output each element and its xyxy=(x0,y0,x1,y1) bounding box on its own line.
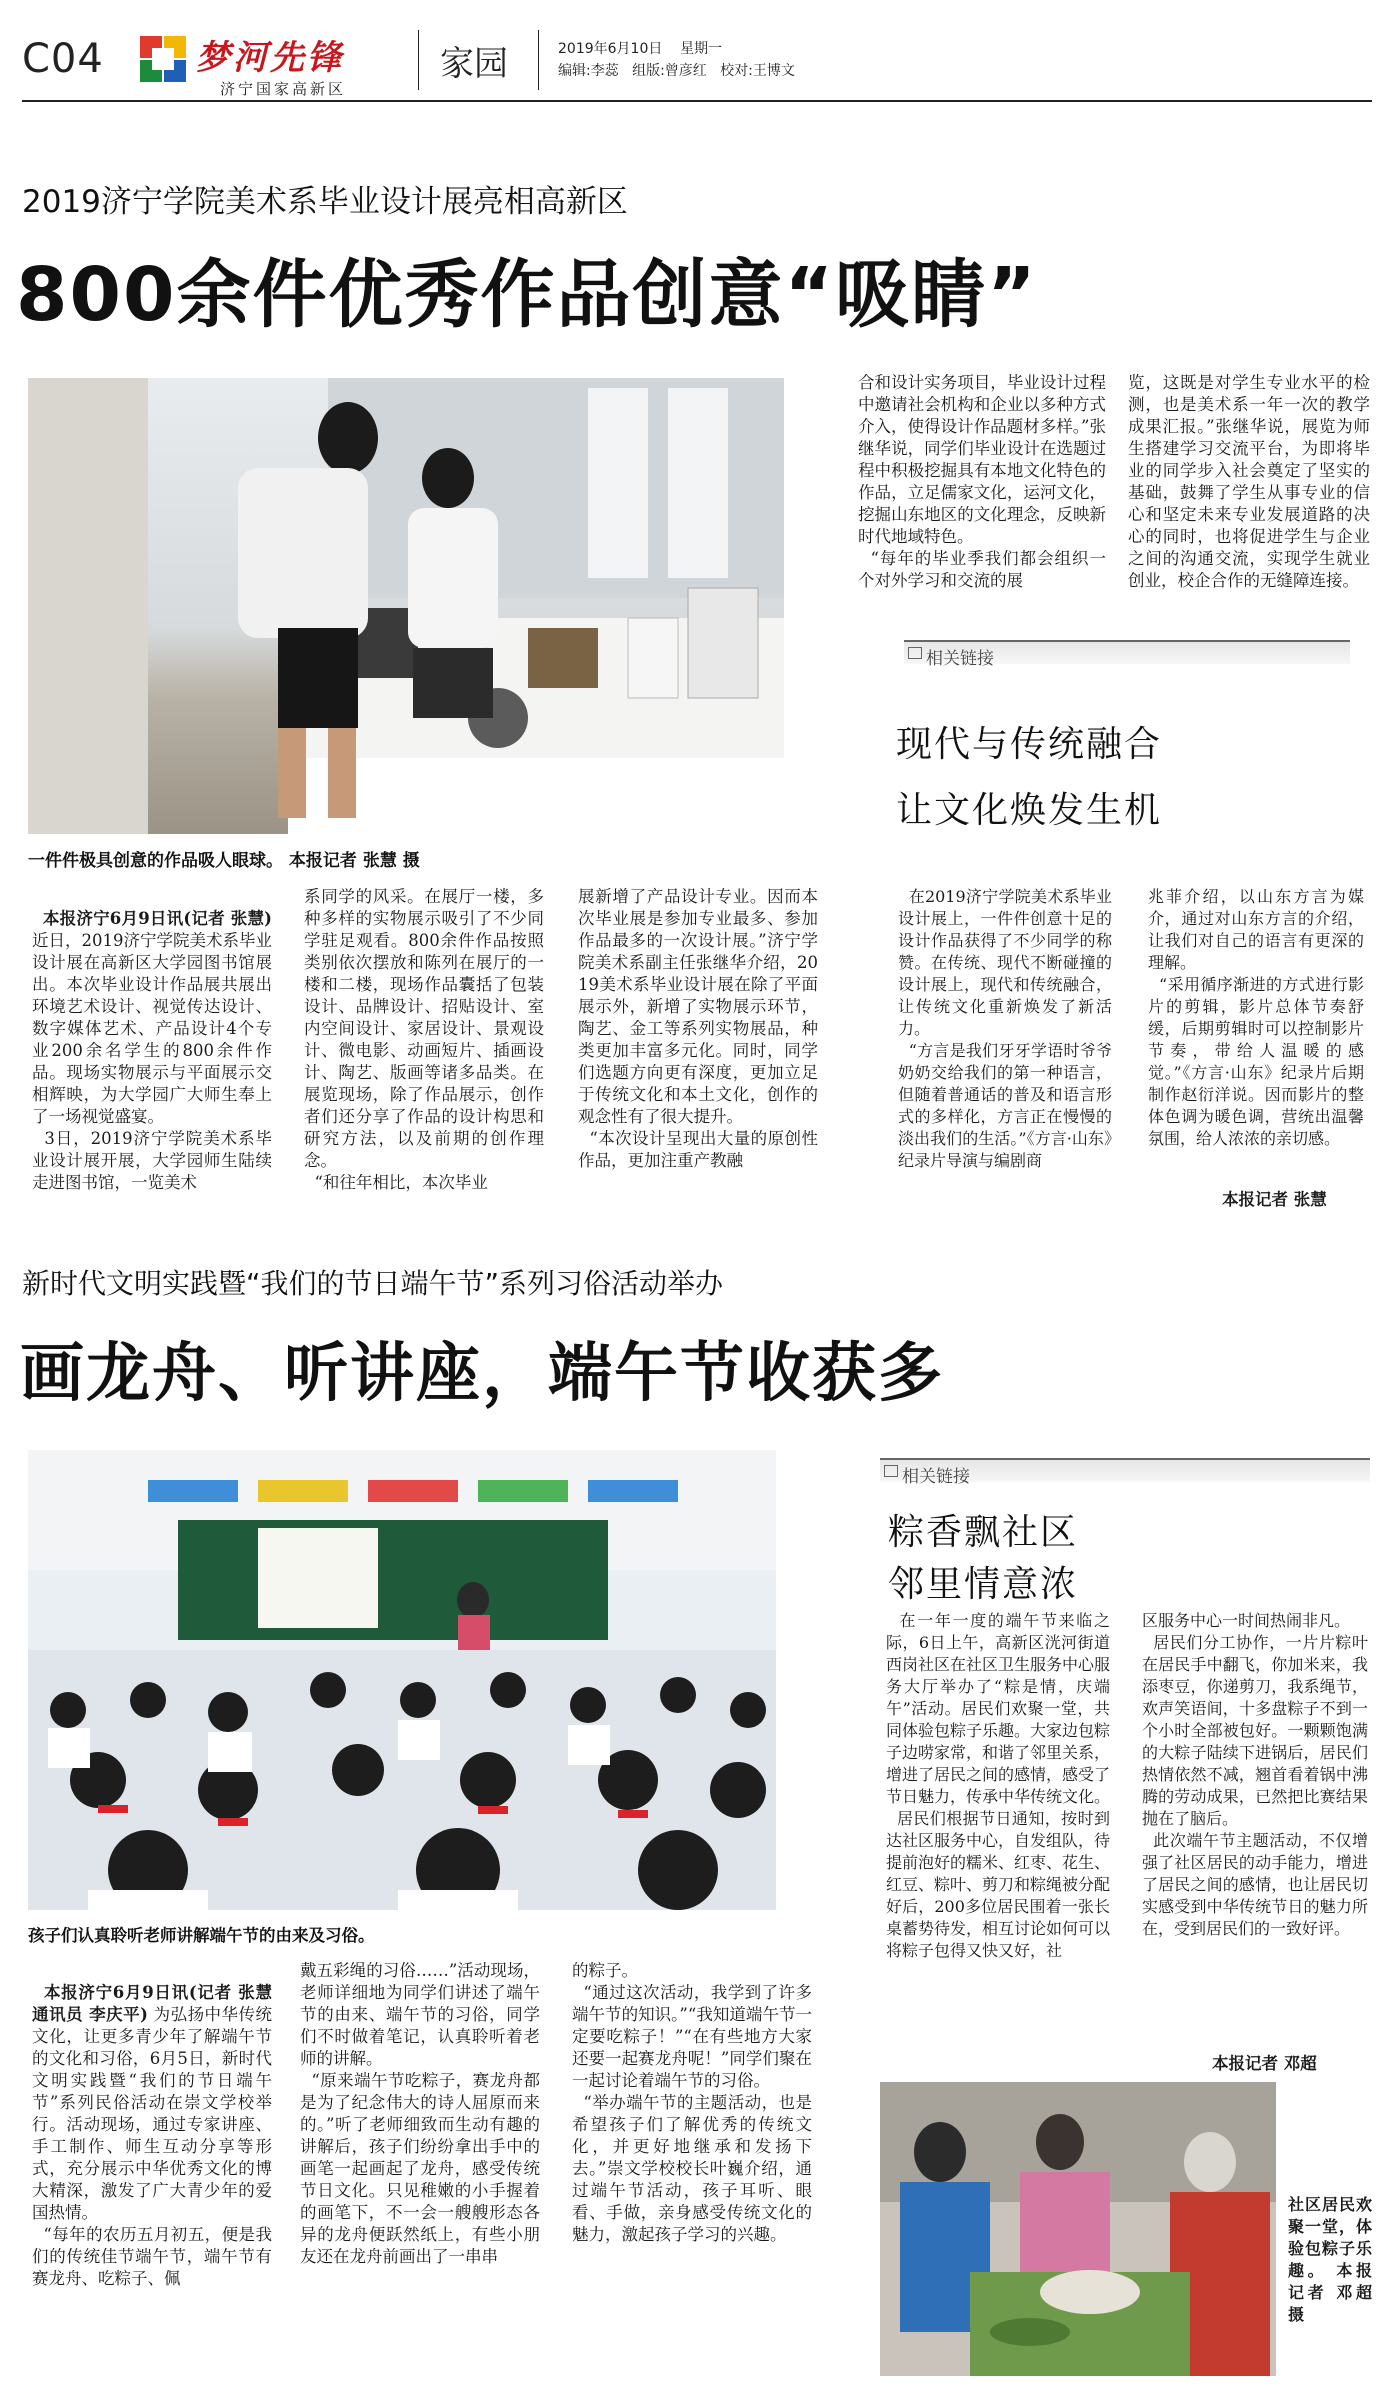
proofreader: 校对:王博文 xyxy=(720,63,795,79)
sidebar2-byline: 本报记者 邓超 xyxy=(1212,2054,1317,2073)
sidebar1-title-1: 现代与传统融合 xyxy=(896,724,1163,765)
article1-col1 xyxy=(32,886,272,1194)
logo-mark-icon xyxy=(138,34,188,84)
sidebar2-col2: 区服务中心一时间热闹非凡。 居民们分工协作，一片片粽叶在居民手中翻飞，你加米来，我添枣豆，你递剪刀，我系绳节，欢声笑语间，十多盘粽子不到一个小时全部被包好。一颗颗饱满的大粽子陆续下进锅后，居民们热情依然不减，翘首看着锅中沸腾的劳动成果，已然把比赛结果抛在了脑后。 此次端午节主题活动，不仅增强了社区居民的动手能力，增进了居民之间的感情，也让居民切实感受到中华传统节日的魅力所在，受到居民们的一致好评。 xyxy=(1142,1611,1368,1938)
section-name: 家园 xyxy=(440,44,508,84)
issue-weekday: 星期一 xyxy=(680,41,723,57)
sidebar2-photo xyxy=(880,2082,1276,2376)
editor: 编辑:李蕊 xyxy=(558,63,619,79)
article1-photo xyxy=(28,378,784,834)
article1-top-col1: 合和设计实务项目，毕业设计过程中邀请社会机构和企业以多种方式介入，使得设计作品题材多样。”张继华说，同学们毕业设计在选题过程中积极挖掘具有本地文化特色的作品，立足儒家文化，运河文化，挖掘山东地区的文化理念，反映新时代地域特色。 “每年的毕业季我们都会组织一个对外学习和交流的展 xyxy=(858,373,1106,590)
article2-col2: 戴五彩绳的习俗……”活动现场，老师详细地为同学们讲述了端午节的由来、端午节的习俗，同学们不时做着笔记，认真聆听着老师的讲解。 “原来端午节吃粽子，赛龙舟都是为了纪念伟大的诗人屈原而来的。”听了老师细致而生动有趣的讲解后，孩子们纷纷拿出手中的画笔一起画起了龙舟，感受传统节日文化。只见稚嫩的小手握着的画笔下，不一会一艘艘形态各异的龙舟便跃然纸上，有些小朋友还在龙舟前画出了一串串 xyxy=(300,1961,540,2266)
logo-subtitle: 济宁国家高新区 xyxy=(220,80,347,98)
article1-col2: 系同学的风采。在展厅一楼，多种多样的实物展示吸引了不少同学驻足观看。800余件作品按照类别依次摆放和陈列在展厅的一楼和二楼，现场作品囊括了包装设计、品牌设计、招贴设计、室内空间设计、家居设计、景观设计、微电影、动画短片、插画设计、陶艺、版画等诸多品类。在展览现场，除了作品展示，创作者们还分享了作品的设计构思和研究方法，以及前期的创作理念。 “和往年相比，本次毕业 xyxy=(304,887,544,1192)
exhibition-scene-icon xyxy=(28,378,784,834)
issue-date-line xyxy=(558,38,722,58)
sidebar1-col2: 兆菲介绍，以山东方言为媒介，通过对山东方言的介绍，让我们对自己的语言有更深的理解。 “采用循序渐进的方式进行影片的剪辑，影片总体节奏舒缓，后期剪辑时可以控制影片节奏，带给人温暖的感觉。”《方言·山东》纪录片后期制作赵衍洋说。因而影片的整体色调为暖色调，营统出温馨氛围，给人浓浓的亲切感。 xyxy=(1148,887,1364,1148)
zongzi-making-scene-icon xyxy=(880,2082,1276,2376)
article1-photo-caption: 一件件极具创意的作品吸人眼球。 本报记者 张慧 摄 xyxy=(28,851,420,871)
article2-headline: 画龙舟、听讲座，端午节收获多 xyxy=(20,1337,944,1411)
header-bottom-rule xyxy=(22,100,1372,102)
sidebar2-photo-caption: 社区居民欢聚一堂，体验包粽子乐趣。 本报记者 邓超 摄 xyxy=(1288,2195,1372,2324)
layout-editor: 组版:曾彦红 xyxy=(632,63,707,79)
article2-dateline: 本报济宁6月9日讯(记者 张慧 通讯员 李庆平) xyxy=(32,1983,278,2024)
header-divider xyxy=(418,30,419,90)
link-icon xyxy=(908,647,922,659)
sidebar2-col1: 在一年一度的端午节来临之际，6日上午，高新区洸河街道西岗社区在社区卫生服务中心服务大厅举办了“粽是情，庆端午”活动。居民们欢聚一堂，共同体验包粽子乐趣。大家边包粽子边唠家常，和谐了邻里关系，增进了居民之间的感情，感受了节日魅力，传承中华传统文化。 居民们根据节日通知，按时到达社区服务中心，自发组队，待提前泡好的糯米、红枣、花生、红豆、粽叶、剪刀和粽绳被分配好后，200多位居民围着一张长桌蓄势待发，相互讨论如何可以将粽子包得又快又好，社 xyxy=(886,1611,1111,1960)
article2-col1-text: 为弘扬中华传统文化，让更多青少年了解端午节的文化和习俗，6月5日，新时代文明实践暨“我们的节日端午节”系列民俗活动在崇文学校举行。活动现场，通过专家讲座、手工制作、师生互动分享等形式，充分展示中华优秀文化的博大精深，激发了广大青少年的爱国热情。 “每年的农历五月初五，便是我们的传统佳节端午节，端午节有赛龙舟、吃粽子、佩 xyxy=(32,2005,272,2288)
article2-photo xyxy=(28,1450,776,1910)
article1-dateline: 本报济宁6月9日讯(记者 张慧) xyxy=(42,909,272,928)
sidebar2-title-1: 粽香飘社区 xyxy=(888,1512,1079,1553)
logo-text: 梦河先锋 xyxy=(196,38,344,78)
sidebar2-link-label: 相关链接 xyxy=(902,1467,970,1487)
article1-col3: 展新增了产品设计专业。因而本次毕业展是参加专业最多、参加作品最多的一次设计展。”济宁学院美术系副主任张继华介绍，2019美术系毕业设计展在除了平面展示外，新增了实物展示环节，陶艺、金工等系列实物展品，种类更加丰富多元化。同时，同学们选题方向更有深度，更加立足于传统文化和本土文化，创作的观念性有了很大提升。 “本次设计呈现出大量的原创性作品，更加注重产教融 xyxy=(578,887,818,1170)
link-icon-2 xyxy=(884,1465,898,1477)
article1-top-col2: 览，这既是对学生专业水平的检测，也是美术系一年一次的教学成果汇报。”张继华说，展览为师生搭建学习交流平台，为即将毕业的同学步入社会奠定了坚实的基础，鼓舞了学生从事专业的信心和坚定未来专业发展道路的决心的同时，也将促进学生与企业之间的沟通交流，实现学生就业创业，校企合作的无缝障连接。 xyxy=(1128,373,1370,590)
article2-photo-caption: 孩子们认真聆听老师讲解端午节的由来及习俗。 xyxy=(28,1926,375,1945)
page-number: C04 xyxy=(22,36,104,82)
header-divider-2 xyxy=(538,30,539,90)
sidebar2-title-2: 邻里情意浓 xyxy=(888,1564,1079,1605)
sidebar1-link-label: 相关链接 xyxy=(926,649,994,669)
staff-line xyxy=(558,60,795,80)
article1-kicker: 2019济宁学院美术系毕业设计展亮相高新区 xyxy=(22,184,628,220)
classroom-scene-icon xyxy=(28,1450,776,1910)
sidebar2-link-bar xyxy=(880,1458,1370,1487)
article1-headline: 800余件优秀作品创意“吸睛” xyxy=(16,252,1038,338)
sidebar1-link-bar xyxy=(904,640,1350,669)
issue-date: 2019年6月10日 xyxy=(558,41,663,57)
article2-col3: 的粽子。 “通过这次活动，我学到了许多端午节的知识。”“我知道端午节一定要吃粽子！”“在有些地方大家还要一起赛龙舟呢！”同学们聚在一起讨论着端午节的习俗。 “举办端午节的主题活动，也是希望孩子们了解优秀的传统文化，并更好地继承和发扬下去。”崇文学校校长叶巍介绍，通过端午节活动，孩子耳听、眼看、手做，亲身感受传统文化的魅力，激起孩子学习的兴趣。 xyxy=(572,1961,812,2244)
sidebar1-byline: 本报记者 张慧 xyxy=(1222,1190,1327,1209)
article1-col1-text: 近日，2019济宁学院美术系毕业设计展在高新区大学园图书馆展出。本次毕业设计作品展共展出环境艺术设计、视觉传达设计、数字媒体艺术、产品设计4个专业200余名学生的800余件作品。现场实物展示与平面展示交相辉映，为大学园广大师生奉上了一场视觉盛宴。 3日，2019济宁学院美术系毕业设计展开展，大学园师生陆续走进图书馆，一览美术 xyxy=(32,931,272,1192)
newspaper-logo xyxy=(138,30,388,100)
article2-kicker: 新时代文明实践暨“我们的节日端午节”系列习俗活动举办 xyxy=(22,1267,724,1300)
article2-col1 xyxy=(32,1960,278,2290)
sidebar1-title-2: 让文化焕发生机 xyxy=(896,790,1163,831)
sidebar1-col1: 在2019济宁学院美术系毕业设计展上，一件件创意十足的设计作品获得了不少同学的称赞。在传统、现代不断碰撞的设计展上，现代和传统融合，让传统文化重新焕发了新活力。 “方言是我们牙牙学语时爷爷奶奶交给我们的第一种语言，但随着普通话的普及和语言形式的多样化，方言正在慢慢的淡出我们的生活。”《方言·山东》纪录片导演与编剧商 xyxy=(898,887,1113,1170)
